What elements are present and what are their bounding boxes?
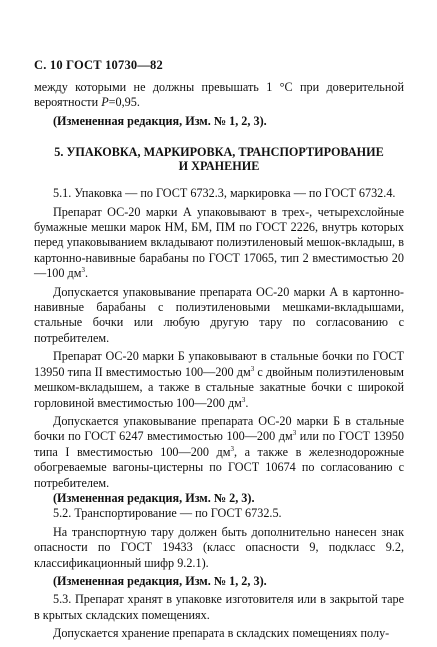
paragraph-continuation: между которыми не должны превышать 1 °С при доверительной вероятности Р=0,95. — [34, 80, 404, 110]
section-heading: 5. УПАКОВКА, МАРКИРОВКА, ТРАНСПОРТИРОВАНИЕ И ХРАНЕНИЕ — [54, 145, 384, 173]
revision-note: (Измененная редакция, Изм. № 2, 3). — [53, 490, 255, 505]
paragraph-5-1-b: Препарат ОС-20 марки А упаковывают в трех-, четырехслойные бумажные мешки марок НМ, БМ, ПМ по ГОСТ 2226, внутрь которых перед упаковыванием вкладывают полиэтиленовый мешок-вкладыш, в картонно-навивные барабаны по ГОСТ 17065, тип 2 вместимостью 20—100 $дм^3$. — [34, 204, 404, 281]
document-body — [34, 80, 404, 642]
paragraph-5-2-b: На транспортную тару должен быть дополнительно нанесен знак опасности по ГОСТ 19433 (класс опасности 9, подкласс 9.2, классификационный шифр 9.2.1). — [34, 524, 404, 570]
paragraph-5-1-e: Допускается упаковывание препарата ОС-20 марки Б в стальные бочки по ГОСТ 6247 вместимостью 100—200 $дм^3$ или по ГОСТ 13950 типа I вместимостью 100—200 $дм^3$, а также в железнодорожные обогреваемые вагоны-цистерны по ГОСТ 10674 по согласованию с потребителем. — [34, 413, 404, 490]
revision-note: (Измененная редакция, Изм. № 1, 2, 3). — [53, 573, 267, 588]
paragraph-5-2: 5.2. Транспортирование — по ГОСТ 6732.5. — [53, 506, 282, 521]
paragraph-5-1-d: Препарат ОС-20 марки Б упаковывают в стальные бочки по ГОСТ 13950 типа II вместимостью 100—200 $дм^3$ с двойным полиэтиленовым мешком-вкладышем, а также в стальные закатные бочки с широкой горловиной вместимостью 100—200 $дм^3$. — [34, 349, 404, 410]
revision-note: (Измененная редакция, Изм. № 1, 2, 3). — [53, 113, 267, 128]
page-header: С. 10 ГОСТ 10730—82 — [34, 58, 163, 72]
probability-variable: Р — [101, 95, 109, 110]
paragraph-5-3-b: Допускается хранение препарата в складских помещениях полу- — [53, 626, 390, 641]
paragraph-5-3: 5.3. Препарат хранят в упаковке изготовителя или в закрытой таре в крытых складских помещениях. — [34, 592, 404, 622]
paragraph-5-1: 5.1. Упаковка — по ГОСТ 6732.3, маркировка — по ГОСТ 6732.4. — [53, 186, 396, 201]
paragraph-5-1-c: Допускается упаковывание препарата ОС-20 марки А в картонно-навивные барабаны с полиэтиленовыми мешками-вкладышами, стальные бочки или любую другую тару по согласованию с потребителем. — [34, 284, 404, 345]
